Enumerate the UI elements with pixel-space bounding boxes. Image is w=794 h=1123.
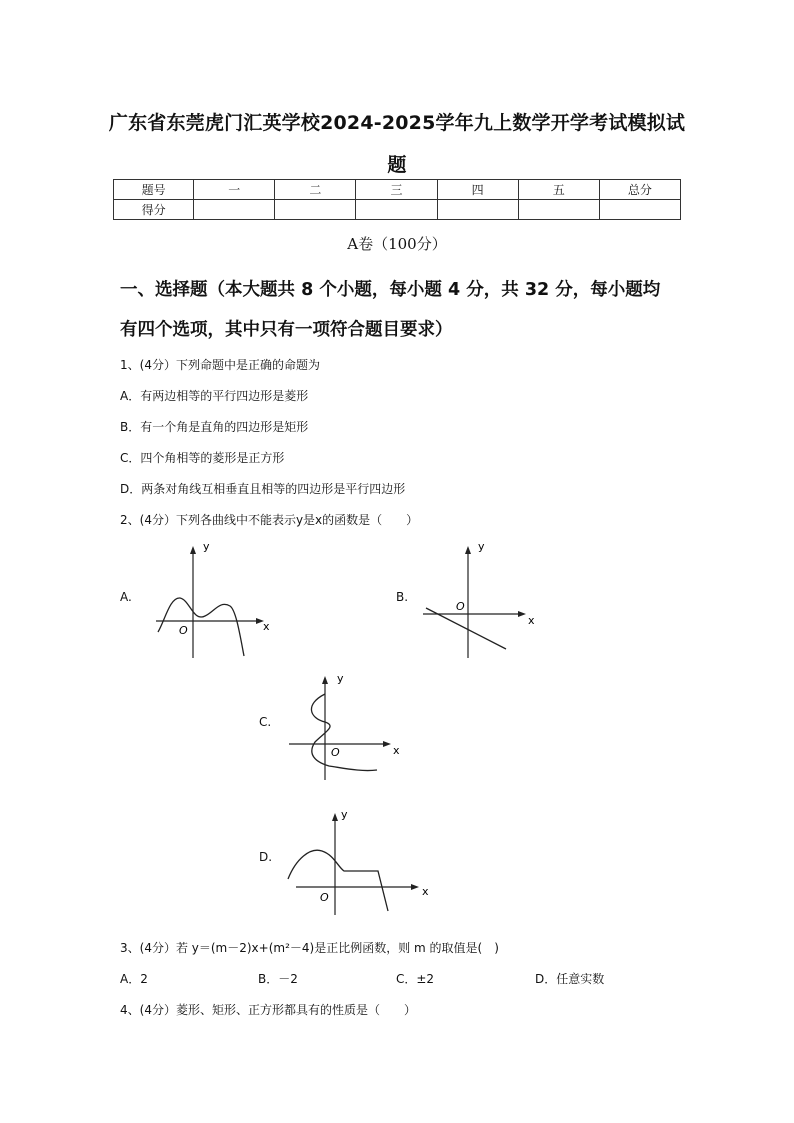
curve <box>288 850 388 911</box>
curve <box>311 694 377 771</box>
score-table-header-row <box>114 180 681 200</box>
score-cell: 总分 <box>599 180 680 200</box>
score-cell: 二 <box>275 180 356 200</box>
y-axis-label: y <box>341 808 348 821</box>
y-axis-arrow-icon <box>332 813 338 821</box>
score-input-cell[interactable] <box>356 200 437 220</box>
q2-option-a-label[interactable]: A. <box>120 590 132 604</box>
paper-section-a: A卷（100分） <box>347 235 447 253</box>
score-cell: 得分 <box>114 200 194 220</box>
q3-stem: 3、(4分）若 y＝(m－2)x+(m²－4)是正比例函数，则 m 的取值是( ) <box>120 941 499 955</box>
score-input-cell[interactable] <box>437 200 518 220</box>
q2-stem: 2、(4分）下列各曲线中不能表示y是x的函数是（ ） <box>120 513 419 527</box>
section-heading-line2: 有四个选项，其中只有一项符合题目要求） <box>120 320 453 340</box>
x-axis-arrow-icon <box>411 884 419 890</box>
q3-option-c[interactable]: C．±2 <box>396 972 435 986</box>
curve <box>158 598 244 656</box>
origin-label: O <box>320 891 329 904</box>
q3-option-a[interactable]: A．2 <box>120 972 148 986</box>
q1-option-c[interactable]: C．四个角相等的菱形是正方形 <box>120 451 285 465</box>
x-axis-label: x <box>528 614 535 627</box>
doc-title-line1: 广东省东莞虎门汇英学校2024-2025学年九上数学开学考试模拟试 <box>108 112 686 134</box>
q3-option-d[interactable]: D．任意实数 <box>535 972 605 986</box>
q1-option-a[interactable]: A．有两边相等的平行四边形是菱形 <box>120 389 309 403</box>
score-cell: 题号 <box>114 180 194 200</box>
origin-label: O <box>456 600 465 613</box>
doc-title-line2: 题 <box>387 154 407 176</box>
score-cell: 一 <box>194 180 275 200</box>
x-axis-arrow-icon <box>383 741 391 747</box>
q4-stem: 4、(4分）菱形、矩形、正方形都具有的性质是（ ） <box>120 1003 416 1017</box>
origin-label: O <box>179 624 188 637</box>
section-heading-line1: 一、选择题（本大题共 8 个小题，每小题 4 分，共 32 分，每小题均 <box>120 280 661 300</box>
y-axis-label: y <box>203 540 210 553</box>
score-input-cell[interactable] <box>275 200 356 220</box>
q2-graph-c[interactable] <box>285 670 415 785</box>
q2-option-c-label[interactable]: C. <box>259 715 272 729</box>
y-axis-arrow-icon <box>322 676 328 684</box>
score-input-cell[interactable] <box>518 200 599 220</box>
q2-graph-b[interactable] <box>420 540 550 665</box>
score-cell: 四 <box>437 180 518 200</box>
q3-option-b[interactable]: B．－2 <box>258 972 298 986</box>
score-cell: 五 <box>518 180 599 200</box>
y-axis-arrow-icon <box>190 546 196 554</box>
q2-graph-a[interactable] <box>150 540 280 665</box>
q2-option-b-label[interactable]: B. <box>396 590 409 604</box>
origin-label: O <box>331 746 340 759</box>
y-axis-label: y <box>337 672 344 685</box>
q1-stem: 1、(4分）下列命题中是正确的命题为 <box>120 358 320 372</box>
q2-graph-d[interactable] <box>280 805 440 920</box>
x-axis-arrow-icon <box>518 611 526 617</box>
x-axis-label: x <box>422 885 429 898</box>
score-table-score-row <box>114 200 681 220</box>
q1-option-b[interactable]: B．有一个角是直角的四边形是矩形 <box>120 420 309 434</box>
q1-option-d[interactable]: D．两条对角线互相垂直且相等的四边形是平行四边形 <box>120 482 406 496</box>
score-cell: 三 <box>356 180 437 200</box>
score-input-cell[interactable] <box>599 200 680 220</box>
score-table <box>113 179 681 220</box>
x-axis-label: x <box>263 620 270 633</box>
y-axis-arrow-icon <box>465 546 471 554</box>
score-input-cell[interactable] <box>194 200 275 220</box>
q2-option-d-label[interactable]: D. <box>259 850 273 864</box>
y-axis-label: y <box>478 540 485 553</box>
x-axis-label: x <box>393 744 400 757</box>
